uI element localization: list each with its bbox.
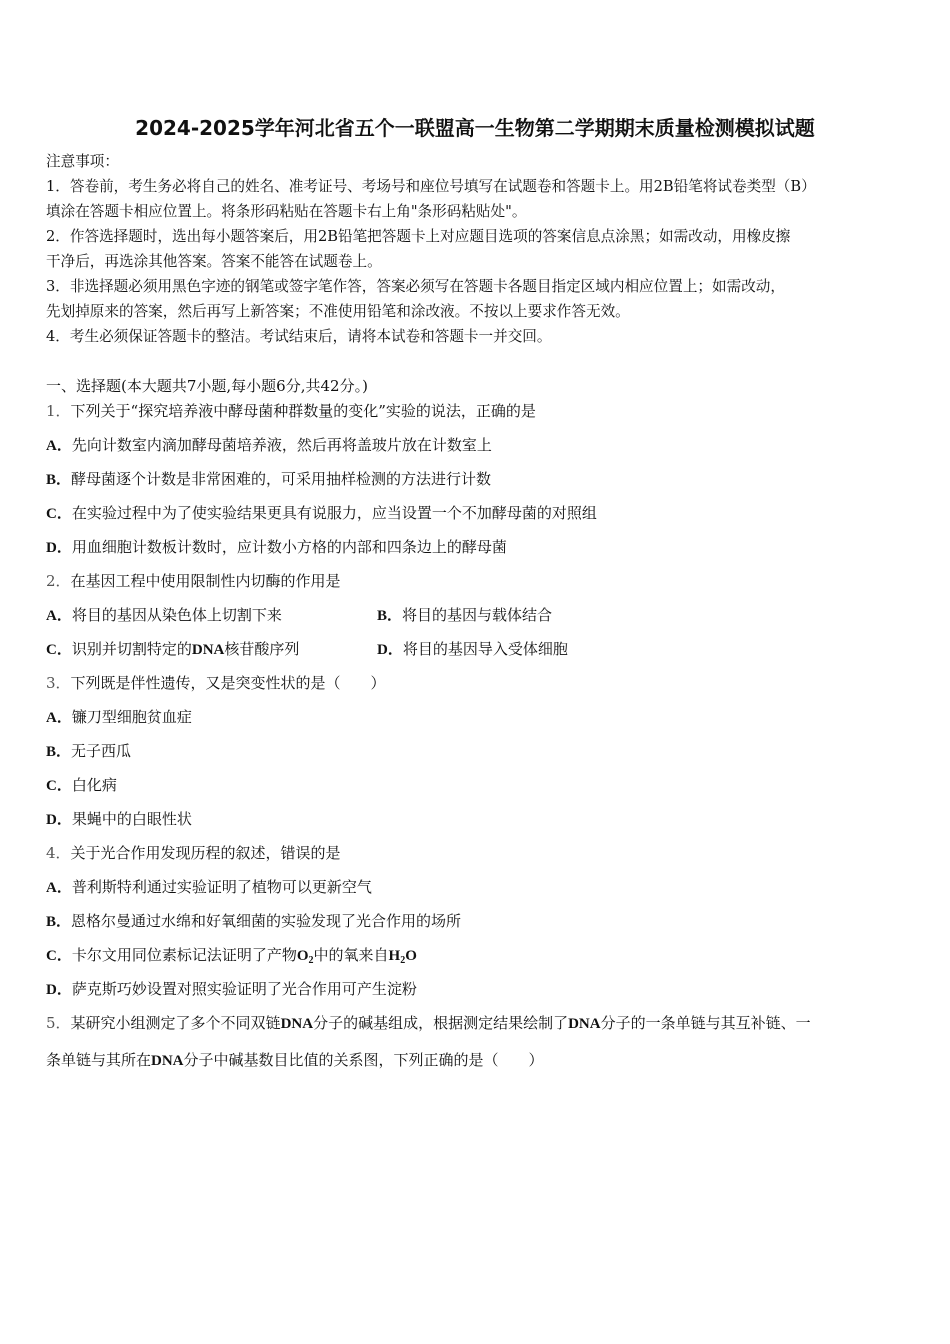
question-text: 下列关于“探究培养液中酵母菌种群数量的变化”实验的说法，正确的是 — [70, 402, 536, 420]
question-1-option-b — [46, 469, 491, 490]
question-text: 关于光合作用发现历程的叙述，错误的是 — [70, 844, 341, 862]
option-label: A． — [46, 710, 72, 726]
option-text: 恩格尔曼通过水绵和好氧细菌的实验发现了光合作用的场所 — [71, 912, 462, 930]
question-5-stem-line-2 — [46, 1050, 544, 1071]
notice-line-4: 干净后，再选涂其他答案。答案不能答在试题卷上。 — [46, 253, 382, 270]
question-text: 分子的一条单链与其互补链、一 — [600, 1014, 811, 1032]
option-text: 白化病 — [71, 776, 117, 794]
water-formula-h: H — [388, 948, 401, 964]
question-text: 分子中碱基数目比值的关系图，下列正确的是（ ） — [183, 1051, 544, 1069]
question-1-option-d — [46, 537, 507, 558]
notice-heading: 注意事项： — [46, 153, 119, 170]
option-text: 先向计数室内滴加酵母菌培养液，然后再将盖玻片放在计数室上 — [71, 436, 492, 454]
option-label: A． — [46, 608, 72, 624]
water-subscript: 2 — [400, 955, 406, 966]
option-label: D． — [46, 540, 72, 556]
option-text: 识别并切割特定的 — [71, 640, 192, 658]
option-text: 中的氧来自 — [313, 946, 389, 964]
question-2-option-a — [46, 605, 282, 626]
option-text: 用血细胞计数板计数时，应计数小方格的内部和四条边上的酵母菌 — [71, 538, 507, 556]
option-label: A． — [46, 438, 72, 454]
dna-term: DNA — [151, 1053, 184, 1069]
option-text: 将目的基因与载体结合 — [402, 606, 553, 624]
question-number: 2． — [46, 572, 71, 590]
question-3-option-b — [46, 741, 131, 762]
question-number: 4． — [46, 844, 71, 862]
question-3-option-a — [46, 707, 192, 728]
question-4-stem — [46, 843, 341, 863]
question-2-option-b — [377, 605, 552, 626]
option-text: 果蝇中的白眼性状 — [71, 810, 192, 828]
question-1-stem — [46, 401, 536, 421]
notice-line-5: 3．非选择题必须用黑色字迹的钢笔或签字笔作答，答案必须写在答题卡各题目指定区域内相应位置上；如需改动， — [46, 278, 785, 295]
dna-term: DNA — [568, 1016, 601, 1032]
question-4-option-b — [46, 911, 461, 932]
option-text: 无子西瓜 — [71, 742, 132, 760]
question-1-option-c — [46, 503, 597, 524]
question-2-option-d — [377, 639, 568, 660]
question-text: 条单链与其所在 — [46, 1051, 152, 1069]
question-4-option-a — [46, 877, 372, 898]
option-text: 酵母菌逐个计数是非常困难的，可采用抽样检测的方法进行计数 — [71, 470, 492, 488]
oxygen-formula: O — [296, 948, 309, 964]
option-label: B． — [46, 914, 72, 930]
option-text: 镰刀型细胞贫血症 — [71, 708, 192, 726]
document-title: 2024-2025学年河北省五个一联盟高一生物第二学期期末质量检测模拟试题 — [135, 116, 815, 140]
notice-line-1: 1．答卷前，考生务必将自己的姓名、准考证号、考场号和座位号填写在试题卷和答题卡上。用2B铅笔将试卷类型（B） — [46, 178, 816, 195]
question-3-stem — [46, 673, 386, 693]
option-label: D． — [377, 642, 403, 658]
option-text: 普利斯特利通过实验证明了植物可以更新空气 — [71, 878, 372, 896]
question-text: 下列既是伴性遗传，又是突变性状的是（ ） — [70, 674, 386, 692]
option-text: 核苷酸序列 — [224, 640, 300, 658]
option-label: C． — [46, 778, 72, 794]
question-number: 3． — [46, 674, 71, 692]
option-label: B． — [377, 608, 403, 624]
notice-line-3: 2．作答选择题时，选出每小题答案后，用2B铅笔把答题卡上对应题目选项的答案信息点涂黑；如需改动，用橡皮擦 — [46, 228, 791, 245]
option-label: C． — [46, 948, 72, 964]
question-2-stem — [46, 571, 341, 591]
option-text: 卡尔文用同位素标记法证明了产物 — [71, 946, 297, 964]
question-4-option-d — [46, 979, 417, 1000]
option-label: C． — [46, 642, 72, 658]
question-number: 5． — [46, 1014, 71, 1032]
question-number: 1． — [46, 402, 71, 420]
option-label: D． — [46, 982, 72, 998]
question-4-option-c — [46, 945, 417, 966]
option-text: 将目的基因从染色体上切割下来 — [71, 606, 282, 624]
dna-term: DNA — [191, 642, 225, 658]
notice-line-2: 填涂在答题卡相应位置上。将条形码粘贴在答题卡右上角"条形码粘贴处"。 — [46, 203, 527, 220]
option-label: B． — [46, 472, 72, 488]
section-heading: 一、选择题(本大题共7小题,每小题6分,共42分。) — [46, 377, 368, 395]
option-label: A． — [46, 880, 72, 896]
option-label: D． — [46, 812, 72, 828]
water-formula-o: O — [405, 948, 417, 964]
option-label: B． — [46, 744, 72, 760]
question-text: 某研究小组测定了多个不同双链 — [70, 1014, 281, 1032]
option-text: 萨克斯巧妙设置对照实验证明了光合作用可产生淀粉 — [71, 980, 417, 998]
question-text: 分子的碱基组成，根据测定结果绘制了 — [313, 1014, 569, 1032]
dna-term: DNA — [280, 1016, 314, 1032]
question-2-option-c — [46, 639, 299, 660]
option-label: C． — [46, 506, 72, 522]
option-text: 在实验过程中为了使实验结果更具有说服力，应当设置一个不加酵母菌的对照组 — [71, 504, 597, 522]
notice-line-7: 4．考生必须保证答题卡的整洁。考试结束后，请将本试卷和答题卡一并交回。 — [46, 328, 552, 345]
question-text: 在基因工程中使用限制性内切酶的作用是 — [70, 572, 341, 590]
question-3-option-c — [46, 775, 117, 796]
oxygen-subscript: 2 — [308, 955, 314, 966]
question-3-option-d — [46, 809, 192, 830]
question-5-stem-line-1 — [46, 1013, 811, 1034]
option-text: 将目的基因导入受体细胞 — [402, 640, 568, 658]
notice-line-6: 先划掉原来的答案，然后再写上新答案；不准使用铅笔和涂改液。不按以上要求作答无效。 — [46, 303, 630, 320]
question-1-option-a — [46, 435, 492, 456]
